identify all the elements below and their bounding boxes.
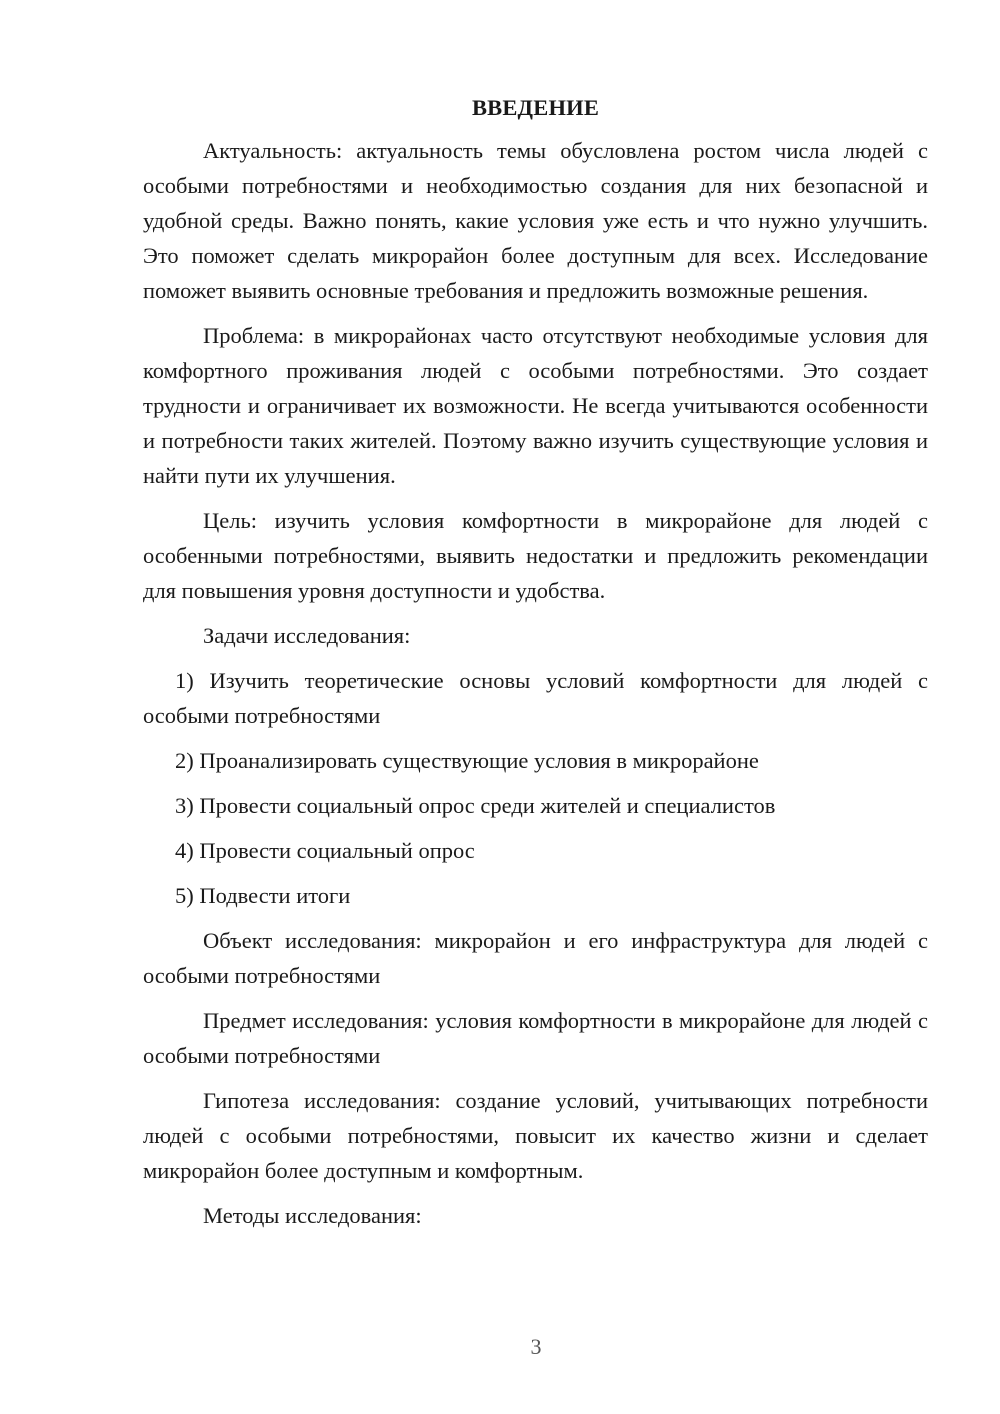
task-item-4: 4) Провести социальный опрос (175, 838, 475, 863)
page-number: 3 (530, 1334, 542, 1359)
methods-heading: Методы исследования: (203, 1203, 422, 1228)
object-paragraph: Объект исследования: микрорайон и его инфраструктура для людей с особыми потребностями (143, 928, 928, 988)
subject-paragraph: Предмет исследования: условия комфортности в микрорайоне для людей с особыми потребностями (143, 1008, 928, 1068)
tasks-heading: Задачи исследования: (203, 623, 411, 648)
relevance-paragraph: Актуальность: актуальность темы обусловлена ростом числа людей с особыми потребностями и необходимостью создания для них безопасной и удобной среды. Важно понять, какие условия уже есть и что нужно улучшить. Это поможет сделать микрорайон более доступным для всех. Исследование поможет выявить основные требования и предложить возможные решения. (143, 138, 928, 303)
section-title: ВВЕДЕНИЕ (471, 95, 600, 120)
hypothesis-paragraph: Гипотеза исследования: создание условий, учитывающих потребности людей с особыми потребностями, повысит их качество жизни и сделает микрорайон более доступным и комфортным. (143, 1088, 928, 1183)
task-item-3: 3) Провести социальный опрос среди жителей и специалистов (175, 793, 776, 818)
document-page (143, 90, 928, 1243)
problem-paragraph: Проблема: в микрорайонах часто отсутствуют необходимые условия для комфортного проживания людей с особыми потребностями. Это создает трудности и ограничивает их возможности. Не всегда учитываются особенности и потребности таких жителей. Поэтому важно изучить существующие условия и найти пути их улучшения. (143, 323, 928, 488)
task-item-1: 1) Изучить теоретические основы условий комфортности для людей с особыми потребностями (143, 668, 928, 728)
goal-paragraph: Цель: изучить условия комфортности в микрорайоне для людей с особенными потребностями, выявить недостатки и предложить рекомендации для повышения уровня доступности и удобства. (143, 508, 928, 603)
task-item-5: 5) Подвести итоги (175, 883, 351, 908)
task-item-2: 2) Проанализировать существующие условия в микрорайоне (175, 748, 759, 773)
